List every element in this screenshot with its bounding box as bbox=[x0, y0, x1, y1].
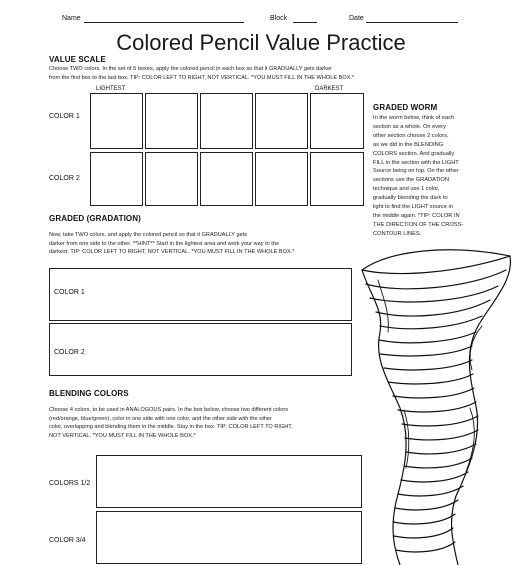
block-label: Block bbox=[270, 15, 288, 22]
blending-box-2[interactable] bbox=[96, 511, 362, 564]
value-scale-instructions: Choose TWO colors. In the set of 5 boxes, apply the colored pencil in each box so that it GRADUALLY gets darker from the first box to the last box. TIP: COLOR LEFT TO RIGHT, NOT VERTICAL. *YOU MUST FILL IN THE WHOLE BOX.* bbox=[49, 66, 355, 81]
blending-colors12-label: COLORS 1/2 bbox=[49, 480, 91, 487]
worm-drawing bbox=[360, 240, 522, 565]
graded-instructions: Now, take TWO colors, and apply the colored pencil so that it GRADUALLY gets darker from one side to the other. **HINT** Start in the lightest area and work your way to the darkest. TIP: COLOR LEFT TO RIGHT, NOT VERTICAL. *YOU MUST FILL IN THE WHOLE BOX.* bbox=[49, 232, 295, 256]
value-box-1-5[interactable] bbox=[310, 93, 364, 149]
value-box-1-1[interactable] bbox=[90, 93, 143, 149]
date-label: Date bbox=[349, 15, 364, 22]
blending-heading: BLENDING COLORS bbox=[49, 389, 129, 398]
graded-box-2[interactable] bbox=[49, 323, 352, 376]
graded-heading: GRADED (GRADATION) bbox=[49, 214, 141, 223]
value-color1-label: COLOR 1 bbox=[49, 113, 80, 120]
value-box-1-4[interactable] bbox=[255, 93, 308, 149]
graded-box-1[interactable] bbox=[49, 268, 352, 321]
value-box-2-4[interactable] bbox=[255, 152, 308, 206]
graded-color1-label: COLOR 1 bbox=[54, 289, 85, 296]
block-field[interactable] bbox=[293, 22, 317, 23]
blending-box-1[interactable] bbox=[96, 455, 362, 508]
value-box-1-3[interactable] bbox=[200, 93, 253, 149]
blending-colors34-label: COLOR 3/4 bbox=[49, 537, 86, 544]
name-label: Name bbox=[62, 15, 81, 22]
graded-color2-label: COLOR 2 bbox=[54, 349, 85, 356]
value-color2-label: COLOR 2 bbox=[49, 175, 80, 182]
value-box-2-5[interactable] bbox=[310, 152, 364, 206]
value-box-2-1[interactable] bbox=[90, 152, 143, 206]
value-box-1-2[interactable] bbox=[145, 93, 198, 149]
worm-heading: GRADED WORM bbox=[373, 103, 438, 112]
name-field[interactable] bbox=[84, 22, 244, 23]
lightest-label: LIGHTEST bbox=[96, 86, 126, 92]
value-box-2-2[interactable] bbox=[145, 152, 198, 206]
value-scale-heading: VALUE SCALE bbox=[49, 55, 106, 64]
value-box-2-3[interactable] bbox=[200, 152, 253, 206]
date-field[interactable] bbox=[366, 22, 458, 23]
page-title: Colored Pencil Value Practice bbox=[116, 30, 406, 55]
blending-instructions: Choose 4 colors, to be used in ANALOGOUS pairs. In the box below, choose two different colors (red/orange, blue/green), color in one side with one color, and the other side with the other color, overlapping and blending them in the middle. Stay in the box. TIP: COLOR LEFT TO RIGHT, NOT VERTICAL. *YOU MUST FILL IN THE WHOLE BOX.* bbox=[49, 407, 293, 440]
darkest-label: DARKEST bbox=[315, 86, 344, 92]
worm-instructions: In the worm below, think of each section as a whole. On every other section choose 2 colors, as we did in the BLENDING COLORS section. And gradually FILL in the section with the LIGHT Source being on top. On the other sections use the GRADATION technique and use 1 color, gradually blending the dark to light to find the LIGHT source in the middle again. *TIP: COLOR IN THE DIRECTION OF THE CROSS- CONTOUR LINES. bbox=[373, 115, 464, 237]
